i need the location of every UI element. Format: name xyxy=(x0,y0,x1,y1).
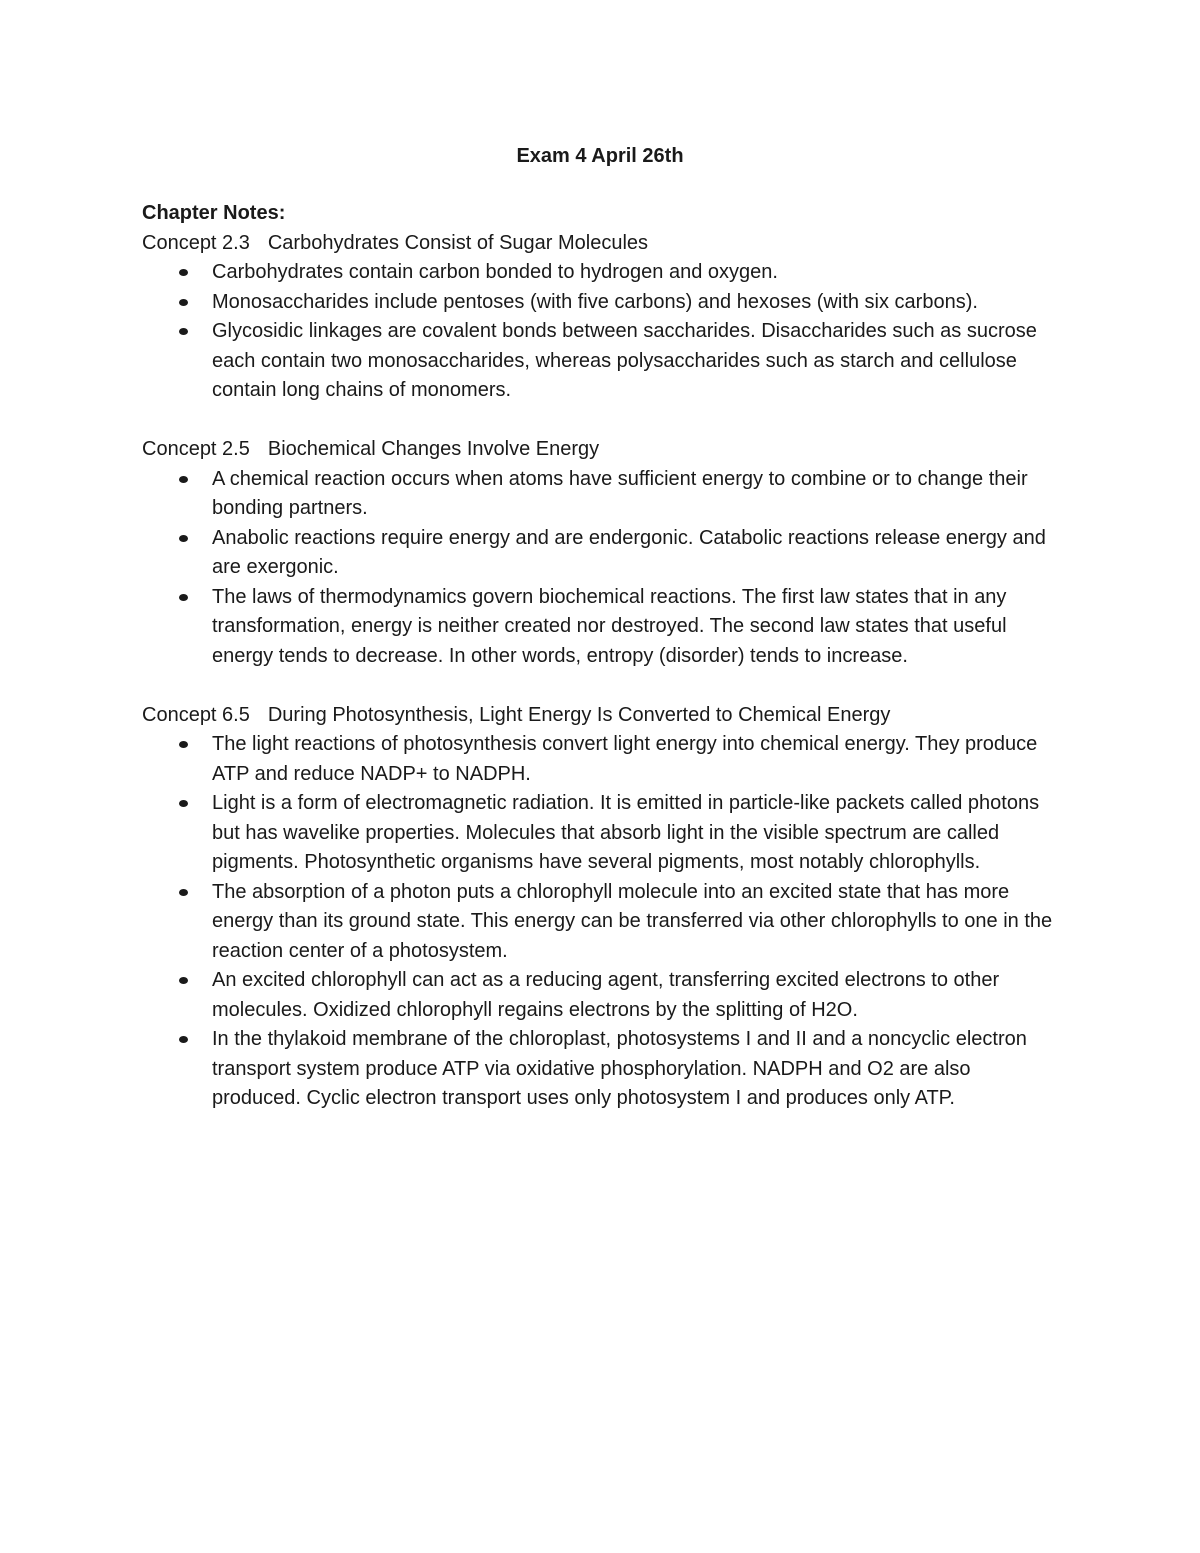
concept-heading xyxy=(142,229,1062,259)
bullet-text: The light reactions of photosynthesis convert light energy into chemical energy. They produce ATP and reduce NADP+ to NADPH. xyxy=(212,733,1038,785)
bullet-text: An excited chlorophyll can act as a reducing agent, transferring excited electrons to other molecules. Oxidized chlorophyll regains electrons by the splitting of H2O. xyxy=(212,969,1000,1021)
section-heading: Chapter Notes: xyxy=(142,202,286,224)
concept-title: Carbohydrates Consist of Sugar Molecules xyxy=(267,231,649,254)
bullet-icon xyxy=(179,741,188,748)
bullet-text: Carbohydrates contain carbon bonded to hydrogen and oxygen. xyxy=(212,261,778,283)
concept-2-3 xyxy=(142,229,1062,406)
list-item xyxy=(212,966,1062,1025)
list-item xyxy=(212,258,1062,288)
list-item xyxy=(212,465,1062,524)
concept-heading xyxy=(142,435,1062,465)
bullet-text: The laws of thermodynamics govern biochemical reactions. The first law states that in any transformation, energy is neither created nor destroyed. The second law states that useful energy tends to decrease. In other words, entropy (disorder) tends to increase. xyxy=(212,585,1007,667)
bullet-icon xyxy=(179,889,188,896)
bullet-icon xyxy=(179,977,188,984)
list-item xyxy=(212,789,1062,878)
bullet-icon xyxy=(179,328,188,335)
concept-number: Concept 2.5 xyxy=(142,438,250,460)
bullet-icon xyxy=(179,299,188,306)
bullet-list xyxy=(142,258,1062,406)
bullet-icon xyxy=(179,1036,188,1043)
bullet-text: Anabolic reactions require energy and are endergonic. Catabolic reactions release energy and are exergonic. xyxy=(212,526,1046,578)
list-item xyxy=(212,288,1062,318)
list-item xyxy=(212,317,1062,406)
bullet-list xyxy=(142,465,1062,672)
bullet-icon xyxy=(179,594,188,601)
concept-title: During Photosynthesis, Light Energy Is Converted to Chemical Energy xyxy=(267,703,891,726)
bullet-icon xyxy=(179,476,188,483)
bullet-icon xyxy=(179,800,188,807)
bullet-list xyxy=(142,730,1062,1114)
bullet-text: In the thylakoid membrane of the chloroplast, photosystems I and II and a noncyclic electron transport system produce ATP via oxidative phosphorylation. NADPH and O2 are also produced. Cyclic electron transport uses only photosystem I and produces only ATP. xyxy=(212,1028,1027,1109)
bullet-text: Monosaccharides include pentoses (with five carbons) and hexoses (with six carbons). xyxy=(212,290,978,313)
concept-title: Biochemical Changes Involve Energy xyxy=(267,438,600,460)
list-item xyxy=(212,583,1062,672)
concept-number: Concept 2.3 xyxy=(142,231,250,254)
concept-2-5 xyxy=(142,435,1062,671)
list-item xyxy=(212,1025,1062,1114)
list-item xyxy=(212,878,1062,967)
concept-6-5 xyxy=(142,701,1062,1114)
bullet-text: Glycosidic linkages are covalent bonds between saccharides. Disaccharides such as sucrose each contain two monosaccharides, whereas polysaccharides such as starch and cellulose contain long chains of monomers. xyxy=(212,320,1037,401)
bullet-text: A chemical reaction occurs when atoms have sufficient energy to combine or to change their bonding partners. xyxy=(212,467,1028,519)
bullet-icon xyxy=(179,535,188,542)
bullet-text: Light is a form of electromagnetic radiation. It is emitted in particle-like packets called photons but has wavelike properties. Molecules that absorb light in the visible spectrum are called pigments. Photosynthetic organisms have several pigments, most notably chlorophylls. xyxy=(212,792,1040,873)
concept-number: Concept 6.5 xyxy=(142,703,250,726)
document-title: Exam 4 April 26th xyxy=(516,145,684,167)
bullet-text: The absorption of a photon puts a chlorophyll molecule into an excited state that has more energy than its ground state. This energy can be transferred via other chlorophylls to one in the reaction center of a photosystem. xyxy=(212,880,1053,962)
list-item xyxy=(212,524,1062,583)
concept-heading xyxy=(142,701,1062,731)
document-content xyxy=(142,199,1062,1114)
list-item xyxy=(212,730,1062,789)
bullet-icon xyxy=(179,269,188,276)
